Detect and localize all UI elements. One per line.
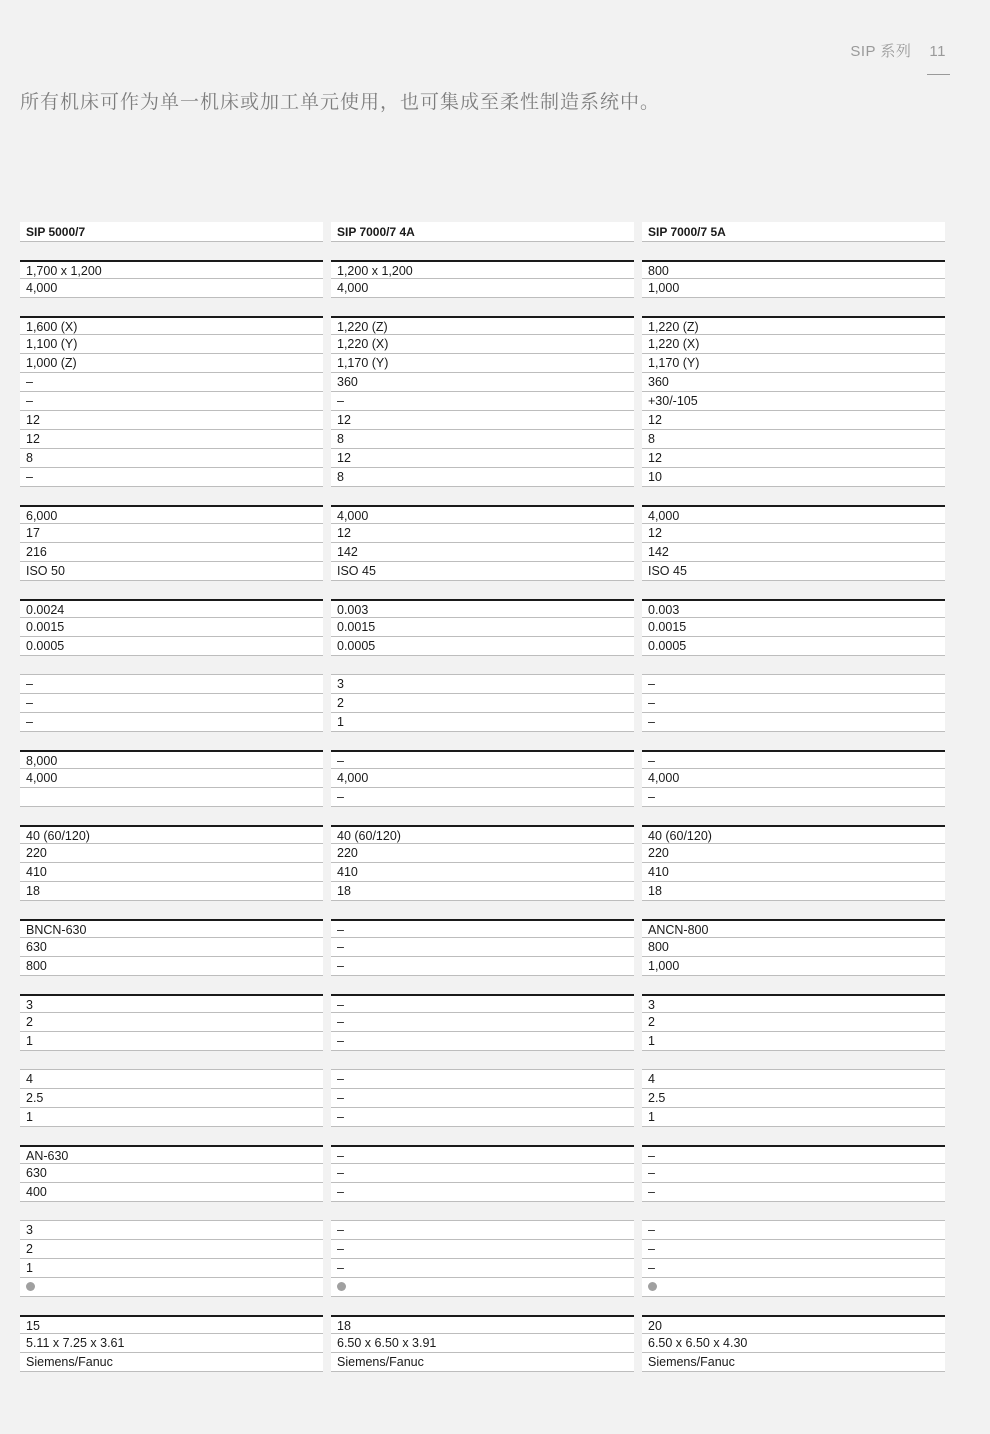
spec-cell: – (331, 1145, 634, 1164)
spec-cell: – (642, 1183, 945, 1202)
spec-cell: – (331, 1183, 634, 1202)
spec-cell: – (20, 373, 323, 392)
spec-cell: 0.003 (331, 599, 634, 618)
group-spacer (20, 976, 323, 994)
spec-cell (331, 1278, 634, 1297)
spec-cell: 220 (642, 844, 945, 863)
page-number: 11 (929, 43, 946, 60)
spec-cell: 3 (331, 675, 634, 694)
spec-cell: – (20, 694, 323, 713)
spec-cell (20, 1202, 323, 1221)
spec-cell: – (20, 392, 323, 411)
group-spacer (331, 487, 634, 505)
spec-cell: ANCN-800 (642, 919, 945, 938)
spec-cell: 1,200 x 1,200 (331, 260, 634, 279)
spec-cell: 4 (642, 1070, 945, 1089)
spec-cell: 3 (20, 1221, 323, 1240)
spec-cell: – (642, 1164, 945, 1183)
spec-cell: 4,000 (331, 769, 634, 788)
spec-cell: 5.11 x 7.25 x 3.61 (20, 1334, 323, 1353)
spec-cell: ISO 45 (642, 562, 945, 581)
series-label: SIP 系列 (850, 43, 912, 60)
group-spacer (20, 1127, 323, 1145)
spec-cell: 0.003 (642, 599, 945, 618)
included-dot-icon (648, 1282, 657, 1291)
spec-cell: 2 (20, 1240, 323, 1259)
spec-cell: 142 (331, 543, 634, 562)
spec-cell: 2 (20, 1013, 323, 1032)
spec-cell (20, 1051, 323, 1070)
spec-cell: 3 (642, 994, 945, 1013)
spec-cell: 12 (642, 449, 945, 468)
column-title: SIP 5000/7 (20, 222, 323, 242)
spec-cell: 1,100 (Y) (20, 335, 323, 354)
spec-cell: 4 (20, 1070, 323, 1089)
spec-cell: 410 (20, 863, 323, 882)
spec-cell: 12 (20, 411, 323, 430)
spec-cell: 8,000 (20, 750, 323, 769)
spec-cell: 2 (331, 694, 634, 713)
group-spacer (331, 242, 634, 260)
spec-cell: 40 (60/120) (642, 825, 945, 844)
spec-cell: – (331, 1108, 634, 1127)
spec-cell: 630 (20, 938, 323, 957)
spec-cell (331, 1051, 634, 1070)
spec-cell: 1,000 (Z) (20, 354, 323, 373)
column-sip-7000-7-4a (331, 222, 634, 1372)
group-spacer (642, 242, 945, 260)
spec-cell: – (642, 1145, 945, 1164)
group-spacer (642, 901, 945, 919)
spec-cell: – (331, 1070, 634, 1089)
spec-cell: 4,000 (331, 279, 634, 298)
spec-cell: 4,000 (642, 769, 945, 788)
group-spacer (20, 732, 323, 750)
spec-cell: – (331, 1259, 634, 1278)
spec-cell: – (331, 1240, 634, 1259)
spec-cell: ISO 50 (20, 562, 323, 581)
spec-cell (642, 1051, 945, 1070)
group-spacer (331, 807, 634, 825)
spec-cell: 18 (331, 1315, 634, 1334)
column-title: SIP 7000/7 4A (331, 222, 634, 242)
spec-cell: – (331, 957, 634, 976)
spec-cell: 12 (642, 411, 945, 430)
spec-cell: 12 (331, 411, 634, 430)
column-sip-7000-7-5a (642, 222, 945, 1372)
spec-cell (20, 1278, 323, 1297)
spec-cell: 1,220 (Z) (642, 316, 945, 335)
spec-cell: 1,170 (Y) (331, 354, 634, 373)
spec-cell (331, 656, 634, 675)
intro-text: 所有机床可作为单一机床或加工单元使用，也可集成至柔性制造系统中。 (20, 91, 661, 113)
spec-cell: 8 (642, 430, 945, 449)
spec-cell: – (331, 994, 634, 1013)
group-spacer (20, 901, 323, 919)
spec-cell: 360 (331, 373, 634, 392)
spec-cell: 18 (642, 882, 945, 901)
spec-cell: 1 (20, 1259, 323, 1278)
spec-cell (642, 656, 945, 675)
group-spacer (642, 976, 945, 994)
spec-cell: 0.0015 (20, 618, 323, 637)
spec-cell (20, 656, 323, 675)
included-dot-icon (26, 1282, 35, 1291)
spec-cell: – (331, 1221, 634, 1240)
spec-cell: 18 (331, 882, 634, 901)
spec-cell: 6.50 x 6.50 x 4.30 (642, 1334, 945, 1353)
spec-cell: 12 (331, 449, 634, 468)
spec-cell: 3 (20, 994, 323, 1013)
group-spacer (642, 487, 945, 505)
spec-cell: – (331, 392, 634, 411)
column-sip-5000-7 (20, 222, 323, 1372)
spec-cell: 1,600 (X) (20, 316, 323, 335)
group-spacer (331, 298, 634, 316)
spec-cell: – (642, 1259, 945, 1278)
spec-cell: – (331, 938, 634, 957)
group-spacer (20, 807, 323, 825)
spec-cell: +30/-105 (642, 392, 945, 411)
spec-cell: – (331, 1164, 634, 1183)
spec-cell (642, 1202, 945, 1221)
group-spacer (20, 298, 323, 316)
spec-cell: 12 (642, 524, 945, 543)
spec-cell: 8 (331, 430, 634, 449)
spec-cell: 1,220 (Z) (331, 316, 634, 335)
spec-cell: 0.0015 (331, 618, 634, 637)
spec-cell: 0.0005 (20, 637, 323, 656)
group-spacer (20, 581, 323, 599)
spec-cell: – (20, 713, 323, 732)
spec-cell: 17 (20, 524, 323, 543)
spec-cell: 0.0005 (642, 637, 945, 656)
spec-cell: – (331, 750, 634, 769)
spec-table (20, 222, 945, 1372)
spec-cell: 1,000 (642, 279, 945, 298)
spec-cell: 1,220 (X) (642, 335, 945, 354)
spec-cell: 1,700 x 1,200 (20, 260, 323, 279)
spec-cell: 400 (20, 1183, 323, 1202)
spec-cell: 4,000 (20, 279, 323, 298)
group-spacer (331, 901, 634, 919)
spec-cell: 8 (331, 468, 634, 487)
spec-cell: 800 (20, 957, 323, 976)
spec-cell (331, 1202, 634, 1221)
spec-cell: 2.5 (642, 1089, 945, 1108)
spec-cell: 0.0024 (20, 599, 323, 618)
spec-cell: 800 (642, 938, 945, 957)
spec-cell: – (331, 788, 634, 807)
spec-cell: Siemens/Fanuc (642, 1353, 945, 1372)
spec-cell: – (642, 694, 945, 713)
spec-cell: Siemens/Fanuc (331, 1353, 634, 1372)
page-header (850, 40, 946, 61)
spec-cell: – (331, 1013, 634, 1032)
spec-cell: – (642, 675, 945, 694)
spec-cell: 4,000 (20, 769, 323, 788)
spec-cell: 2 (642, 1013, 945, 1032)
spec-cell: 1 (20, 1108, 323, 1127)
spec-cell: 1 (331, 713, 634, 732)
spec-cell: 2.5 (20, 1089, 323, 1108)
spec-cell: – (331, 919, 634, 938)
spec-cell: 6.50 x 6.50 x 3.91 (331, 1334, 634, 1353)
group-spacer (20, 242, 323, 260)
spec-cell: 410 (642, 863, 945, 882)
spec-cell: 6,000 (20, 505, 323, 524)
spec-cell: 40 (60/120) (331, 825, 634, 844)
spec-cell: 15 (20, 1315, 323, 1334)
spec-cell (642, 1278, 945, 1297)
spec-cell: – (20, 468, 323, 487)
group-spacer (331, 976, 634, 994)
included-dot-icon (337, 1282, 346, 1291)
spec-cell: Siemens/Fanuc (20, 1353, 323, 1372)
spec-cell: 12 (331, 524, 634, 543)
spec-cell: 1 (20, 1032, 323, 1051)
group-spacer (642, 807, 945, 825)
spec-cell: 1 (642, 1032, 945, 1051)
spec-cell: AN-630 (20, 1145, 323, 1164)
group-spacer (20, 1297, 323, 1315)
spec-cell: 1,170 (Y) (642, 354, 945, 373)
spec-cell: 800 (642, 260, 945, 279)
spec-cell: 410 (331, 863, 634, 882)
spec-cell: – (331, 1032, 634, 1051)
spec-cell: – (331, 1089, 634, 1108)
spec-cell: 630 (20, 1164, 323, 1183)
group-spacer (331, 1127, 634, 1145)
spec-cell: 1,220 (X) (331, 335, 634, 354)
spec-cell: 10 (642, 468, 945, 487)
spec-cell: 1,000 (642, 957, 945, 976)
spec-cell: – (642, 750, 945, 769)
group-spacer (642, 732, 945, 750)
group-spacer (331, 732, 634, 750)
group-spacer (20, 487, 323, 505)
group-spacer (331, 1297, 634, 1315)
spec-cell: ISO 45 (331, 562, 634, 581)
group-spacer (642, 298, 945, 316)
column-title: SIP 7000/7 5A (642, 222, 945, 242)
spec-cell: – (20, 675, 323, 694)
spec-cell: 216 (20, 543, 323, 562)
spec-cell: 40 (60/120) (20, 825, 323, 844)
group-spacer (331, 581, 634, 599)
spec-cell: 4,000 (331, 505, 634, 524)
spec-cell: – (642, 788, 945, 807)
spec-cell: 0.0015 (642, 618, 945, 637)
spec-cell: 0.0005 (331, 637, 634, 656)
spec-cell: – (642, 1240, 945, 1259)
group-spacer (642, 581, 945, 599)
spec-cell: 12 (20, 430, 323, 449)
spec-cell: 220 (331, 844, 634, 863)
spec-cell: 360 (642, 373, 945, 392)
spec-cell: 20 (642, 1315, 945, 1334)
spec-cell: 8 (20, 449, 323, 468)
spec-cell (20, 788, 323, 807)
spec-cell: – (642, 713, 945, 732)
spec-cell: 4,000 (642, 505, 945, 524)
spec-cell: 220 (20, 844, 323, 863)
spec-cell: – (642, 1221, 945, 1240)
spec-cell: 18 (20, 882, 323, 901)
spec-cell: 142 (642, 543, 945, 562)
group-spacer (642, 1127, 945, 1145)
spec-cell: BNCN-630 (20, 919, 323, 938)
group-spacer (642, 1297, 945, 1315)
spec-cell: 1 (642, 1108, 945, 1127)
